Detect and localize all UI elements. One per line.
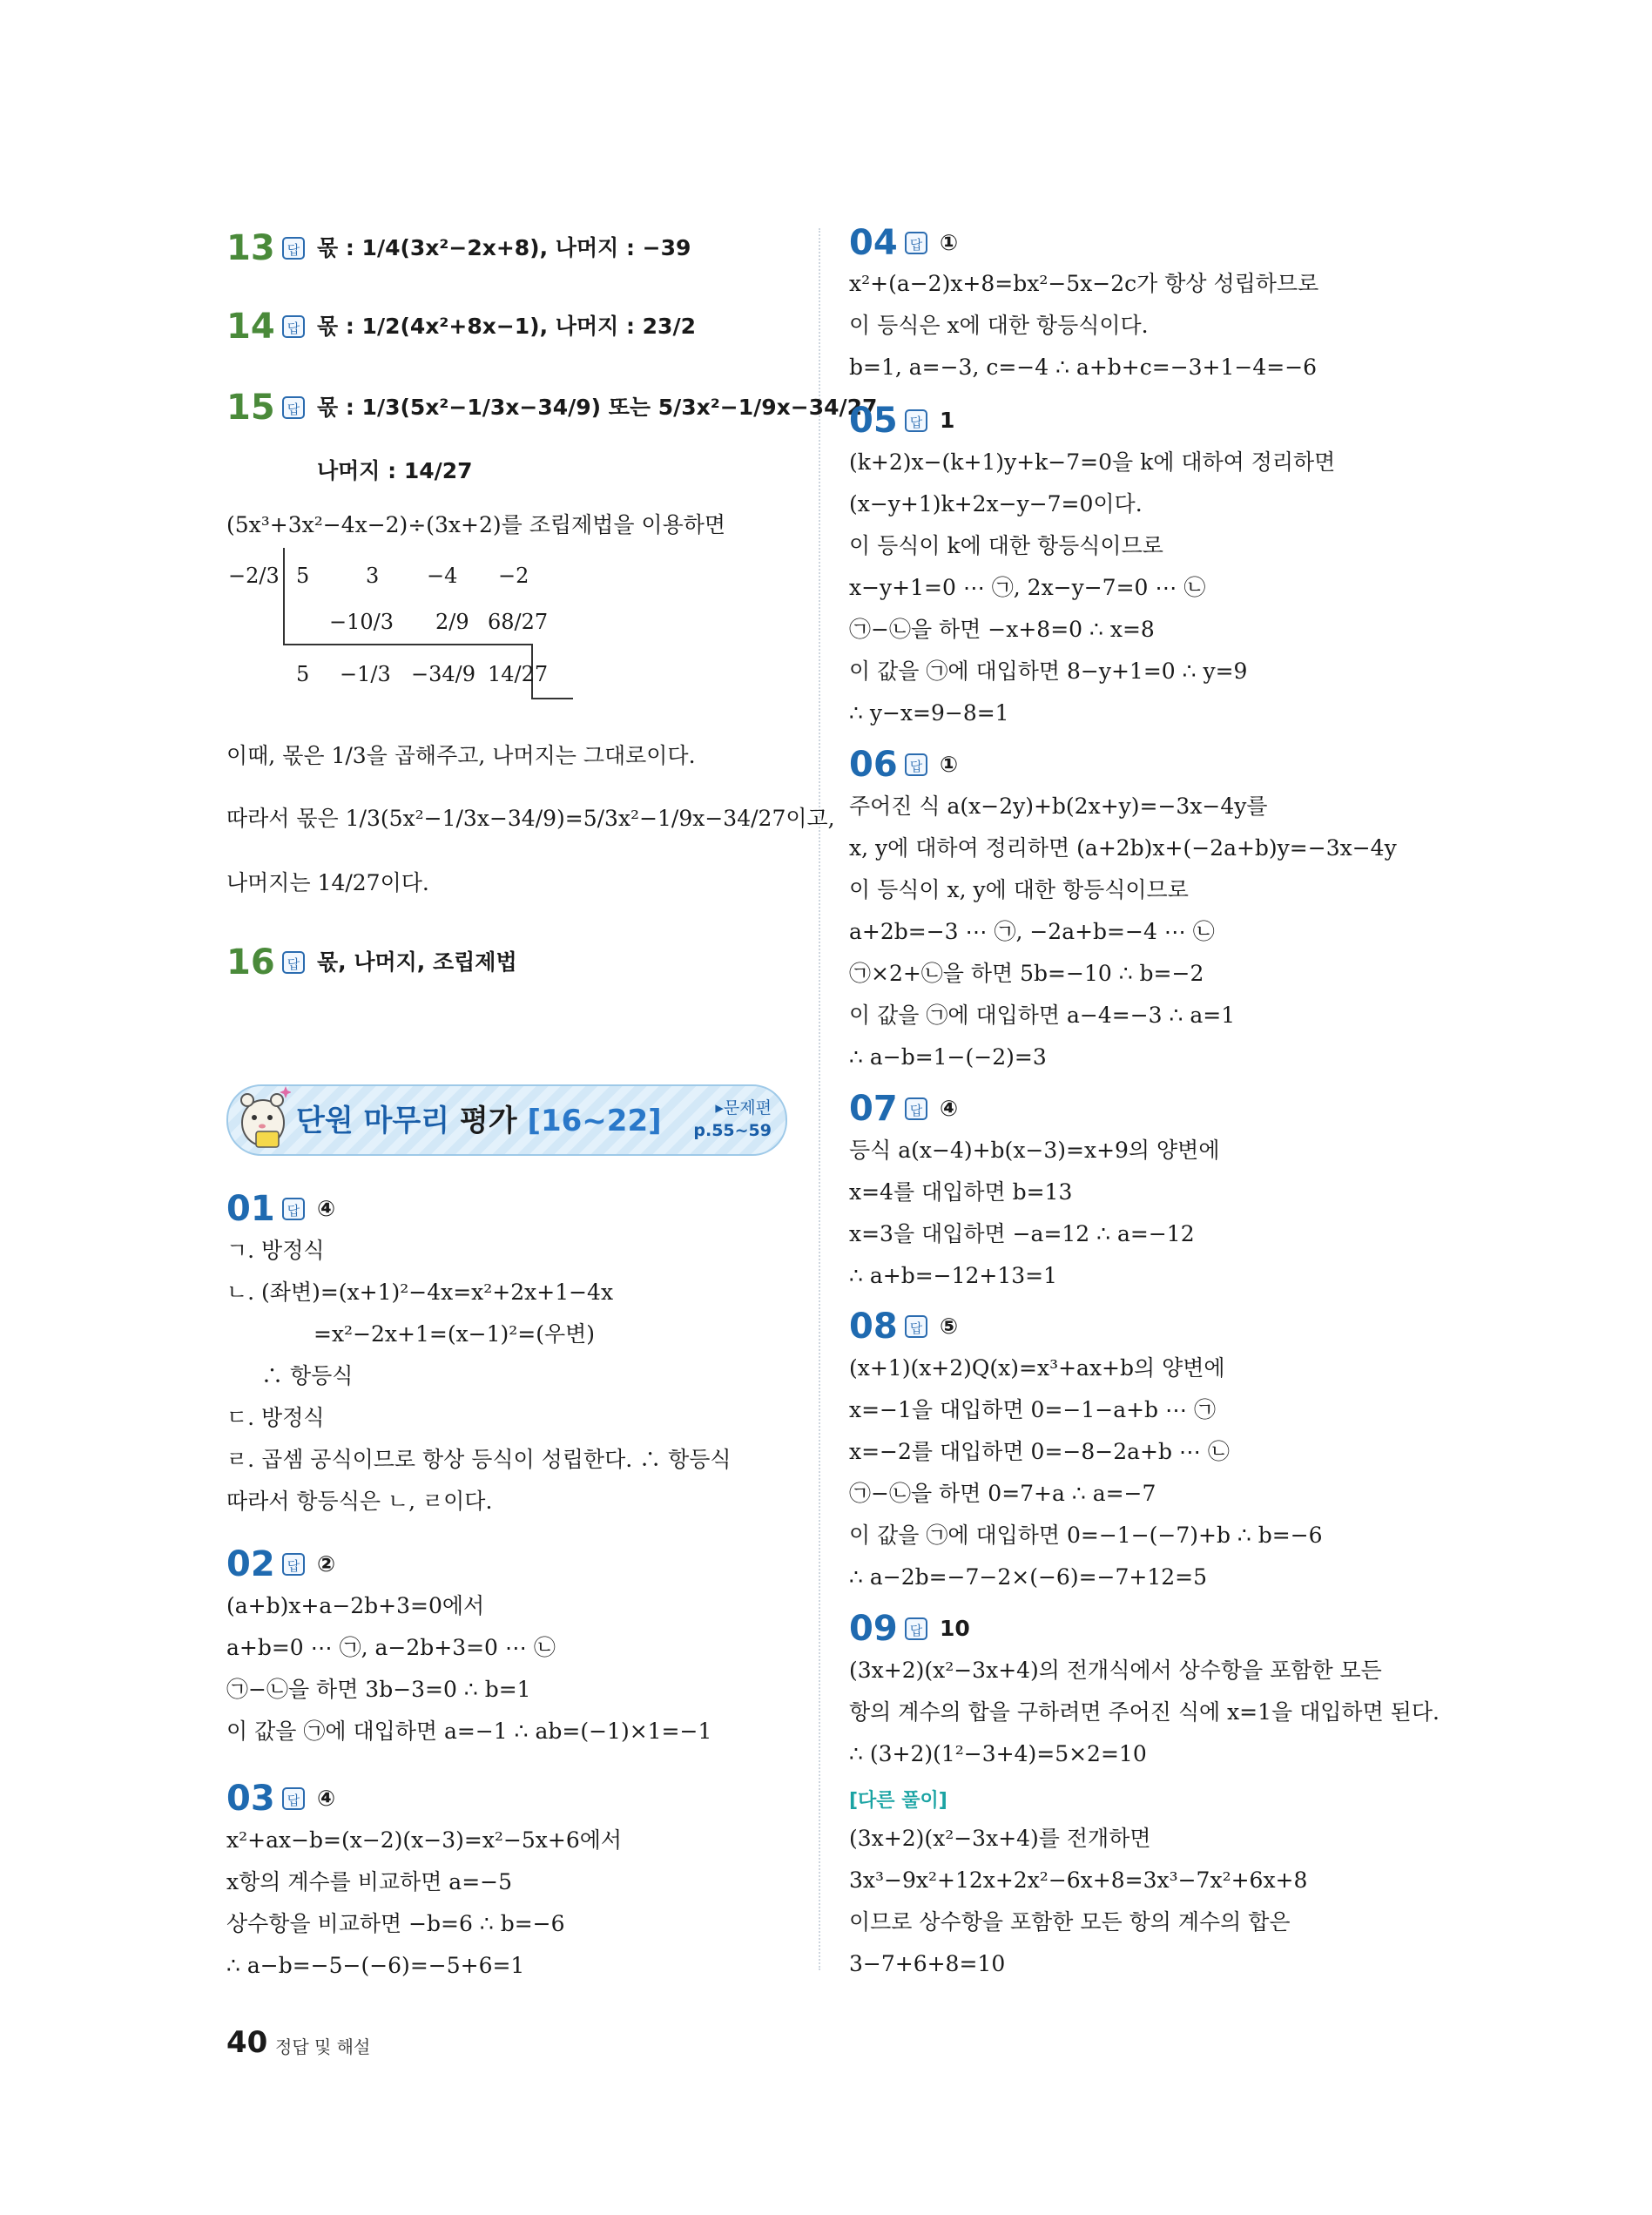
solution-line: ㄴ. (좌변)=(x+1)²−4x=x²+2x+1−4x — [226, 1280, 614, 1305]
solution-line: ∴ a+b=−12+13=1 — [849, 1263, 1058, 1288]
solution-line: 이때, 몫은 1/3을 곱해주고, 나머지는 그대로이다. — [226, 743, 696, 768]
solution-line: 이 값을 ㉠에 대입하면 a−4=−3 ∴ a=1 — [849, 1003, 1236, 1028]
solution-line: ∴ y−x=9−8=1 — [849, 700, 1009, 726]
solution-line: ㉠×2+㉡을 하면 5b=−10 ∴ b=−2 — [849, 961, 1204, 986]
syndiv-result: −34/9 — [411, 662, 476, 686]
solution-line: 등식 a(x−4)+b(x−3)=x+9의 양변에 — [849, 1138, 1220, 1163]
solution-line: x=4를 대입하면 b=13 — [849, 1179, 1073, 1205]
solution-line: ㄹ. 곱셈 공식이므로 항상 등식이 성립한다. ∴ 항등식 — [226, 1447, 732, 1472]
alt-solution-label: [다른 풀이] — [849, 1790, 947, 1812]
section-banner — [226, 1084, 787, 1156]
syndiv-result: 14/27 — [488, 662, 549, 686]
solution-line: 3−7+6+8=10 — [849, 1951, 1006, 1976]
answer-text: 몫 : 1/4(3x²−2x+8), 나머지 : −39 — [317, 235, 691, 260]
solution-line: ∴ 항등식 — [261, 1363, 354, 1388]
solution-line: x, y에 대하여 정리하면 (a+2b)x+(−2a+b)y=−3x−4y — [849, 835, 1397, 861]
solution-line: (k+2)x−(k+1)y+k−7=0을 k에 대하여 정리하면 — [849, 449, 1336, 475]
solution-line: 이므로 상수항을 포함한 모든 항의 계수의 합은 — [849, 1909, 1291, 1935]
solution-line: x=−1을 대입하면 0=−1−a+b ⋯ ㉠ — [849, 1397, 1216, 1422]
solution-line: 이 등식이 k에 대한 항등식이므로 — [849, 533, 1163, 558]
solution-line: a+b=0 ⋯ ㉠, a−2b+3=0 ⋯ ㉡ — [226, 1635, 556, 1660]
solution-line: ㉠−㉡을 하면 0=7+a ∴ a=−7 — [849, 1481, 1156, 1506]
answer-text: 몫 : 1/3(5x²−1/3x−34/9) 또는 5/3x²−1/9x−34/27 — [317, 395, 878, 420]
solution-line: a+2b=−3 ⋯ ㉠, −2a+b=−4 ⋯ ㉡ — [849, 919, 1215, 944]
question-number: 16 — [226, 942, 275, 983]
solution-line: 이 등식이 x, y에 대한 항등식이므로 — [849, 877, 1189, 902]
footer-label: 정답 및 해설 — [275, 2036, 371, 2057]
banner-ref-label: ▸문제편 — [715, 1098, 772, 1118]
solution-line: 따라서 항등식은 ㄴ, ㄹ이다. — [226, 1489, 493, 1514]
banner-ref-pages: p.55~59 — [693, 1121, 772, 1140]
answer-text: ④ — [317, 1786, 336, 1811]
solution-line: ∴ (3+2)(1²−3+4)=5×2=10 — [849, 1741, 1147, 1766]
synthetic-division — [226, 544, 575, 701]
answer-badge: 답 — [282, 1553, 305, 1576]
solution-line: x=−2를 대입하면 0=−8−2a+b ⋯ ㉡ — [849, 1439, 1230, 1464]
answer-text: 몫 : 1/2(4x²+8x−1), 나머지 : 23/2 — [317, 314, 696, 339]
solution-line: ∴ a−b=−5−(−6)=−5+6=1 — [226, 1953, 525, 1978]
solution-line: ㄷ. 방정식 — [226, 1405, 325, 1430]
solution-line: x−y+1=0 ⋯ ㉠, 2x−y−7=0 ⋯ ㉡ — [849, 575, 1206, 600]
question-number: 04 — [849, 223, 898, 263]
solution-line: ∴ a−2b=−7−2×(−6)=−7+12=5 — [849, 1564, 1207, 1590]
answer-badge: 답 — [282, 315, 305, 338]
solution-line: 따라서 몫은 1/3(5x²−1/3x−34/9)=5/3x²−1/9x−34/27이고, — [226, 806, 835, 831]
page-number: 40 — [226, 2025, 268, 2060]
answer-badge: 답 — [905, 1315, 927, 1338]
answer-text: 1 — [940, 408, 955, 433]
solution-line: x²+(a−2)x+8=bx²−5x−2c가 항상 성립하므로 — [849, 271, 1319, 296]
solution-line: 주어진 식 a(x−2y)+b(2x+y)=−3x−4y를 — [849, 793, 1268, 819]
syndiv-result: 5 — [296, 662, 310, 686]
banner-title-main: 단원 마무리 — [296, 1104, 450, 1138]
answer-badge: 답 — [905, 1097, 927, 1120]
syndiv-product: −10/3 — [329, 610, 394, 634]
syndiv-coef: −2 — [498, 564, 529, 588]
answer-badge: 답 — [905, 409, 927, 432]
syndiv-coef: 3 — [366, 564, 380, 588]
question-number: 13 — [226, 228, 275, 268]
answer-text: ① — [940, 230, 959, 255]
solution-line: =x²−2x+1=(x−1)²=(우변) — [314, 1321, 596, 1347]
syndiv-product: 2/9 — [435, 610, 469, 634]
solution-line: ∴ a−b=1−(−2)=3 — [849, 1044, 1047, 1070]
answer-text: ④ — [317, 1196, 336, 1221]
answer-text: ⑤ — [940, 1313, 959, 1339]
banner-title-sub: 평가 — [459, 1104, 517, 1138]
solution-line: b=1, a=−3, c=−4 ∴ a+b+c=−3+1−4=−6 — [849, 355, 1318, 380]
question-number: 09 — [849, 1609, 898, 1649]
solution-line: x²+ax−b=(x−2)(x−3)=x²−5x+6에서 — [226, 1827, 623, 1853]
syndiv-divisor: −2/3 — [228, 564, 280, 588]
syndiv-coef: 5 — [296, 564, 310, 588]
answer-badge: 답 — [282, 237, 305, 260]
solution-line: x=3을 대입하면 −a=12 ∴ a=−12 — [849, 1221, 1195, 1246]
solution-line: (a+b)x+a−2b+3=0에서 — [226, 1593, 485, 1618]
answer-badge: 답 — [905, 1617, 927, 1640]
question-number: 03 — [226, 1779, 275, 1819]
mascot-icon — [235, 1081, 291, 1152]
syndiv-coef: −4 — [427, 564, 458, 588]
banner-title — [296, 1097, 662, 1139]
question-number: 08 — [849, 1307, 898, 1347]
solution-line: ㉠−㉡을 하면 3b−3=0 ∴ b=1 — [226, 1677, 531, 1702]
syndiv-product: 68/27 — [488, 610, 549, 634]
solution-line: 상수항을 비교하면 −b=6 ∴ b=−6 — [226, 1911, 565, 1936]
solution-line: (3x+2)(x²−3x+4)를 전개하면 — [849, 1826, 1151, 1851]
answer-badge: 답 — [282, 951, 305, 974]
solution-line: 3x³−9x²+12x+2x²−6x+8=3x³−7x²+6x+8 — [849, 1867, 1308, 1893]
solution-line: 이 값을 ㉠에 대입하면 0=−1−(−7)+b ∴ b=−6 — [849, 1523, 1323, 1548]
answer-text: ② — [317, 1551, 336, 1577]
answer-text: 10 — [940, 1616, 970, 1641]
solution-line: (5x³+3x²−4x−2)÷(3x+2)를 조립제법을 이용하면 — [226, 512, 726, 537]
question-number: 15 — [226, 388, 275, 428]
answer-badge: 답 — [282, 396, 305, 419]
question-number: 06 — [849, 745, 898, 785]
question-number: 05 — [849, 401, 898, 441]
solution-line: ㉠−㉡을 하면 −x+8=0 ∴ x=8 — [849, 617, 1155, 642]
solution-line: 이 등식은 x에 대한 항등식이다. — [849, 313, 1149, 338]
question-number: 02 — [226, 1544, 275, 1584]
solution-line: ㄱ. 방정식 — [226, 1238, 325, 1263]
syndiv-result: −1/3 — [340, 662, 391, 686]
answer-text: ④ — [940, 1096, 959, 1121]
question-number: 07 — [849, 1089, 898, 1129]
answer-badge: 답 — [905, 753, 927, 776]
question-number: 14 — [226, 307, 275, 347]
answer-badge: 답 — [905, 232, 927, 254]
question-number: 01 — [226, 1189, 275, 1229]
solution-line: (x−y+1)k+2x−y−7=0이다. — [849, 491, 1143, 517]
answer-badge: 답 — [282, 1787, 305, 1810]
solution-line: 이 값을 ㉠에 대입하면 8−y+1=0 ∴ y=9 — [849, 658, 1248, 684]
answer-text-remainder: 나머지 : 14/27 — [317, 458, 473, 483]
solution-line: 이 값을 ㉠에 대입하면 a=−1 ∴ ab=(−1)×1=−1 — [226, 1719, 712, 1744]
column-divider — [819, 228, 820, 1970]
solution-line: 나머지는 14/27이다. — [226, 870, 429, 895]
answer-text: 몫, 나머지, 조립제법 — [317, 949, 517, 975]
banner-range: [16~22] — [527, 1104, 662, 1138]
solution-line: x항의 계수를 비교하면 a=−5 — [226, 1869, 512, 1894]
solution-line: (x+1)(x+2)Q(x)=x³+ax+b의 양변에 — [849, 1355, 1225, 1381]
answer-badge: 답 — [282, 1198, 305, 1220]
solution-line: (3x+2)(x²−3x+4)의 전개식에서 상수항을 포함한 모든 — [849, 1658, 1382, 1683]
answer-text: ① — [940, 752, 959, 777]
solution-line: 항의 계수의 합을 구하려면 주어진 식에 x=1을 대입하면 된다. — [849, 1699, 1440, 1725]
